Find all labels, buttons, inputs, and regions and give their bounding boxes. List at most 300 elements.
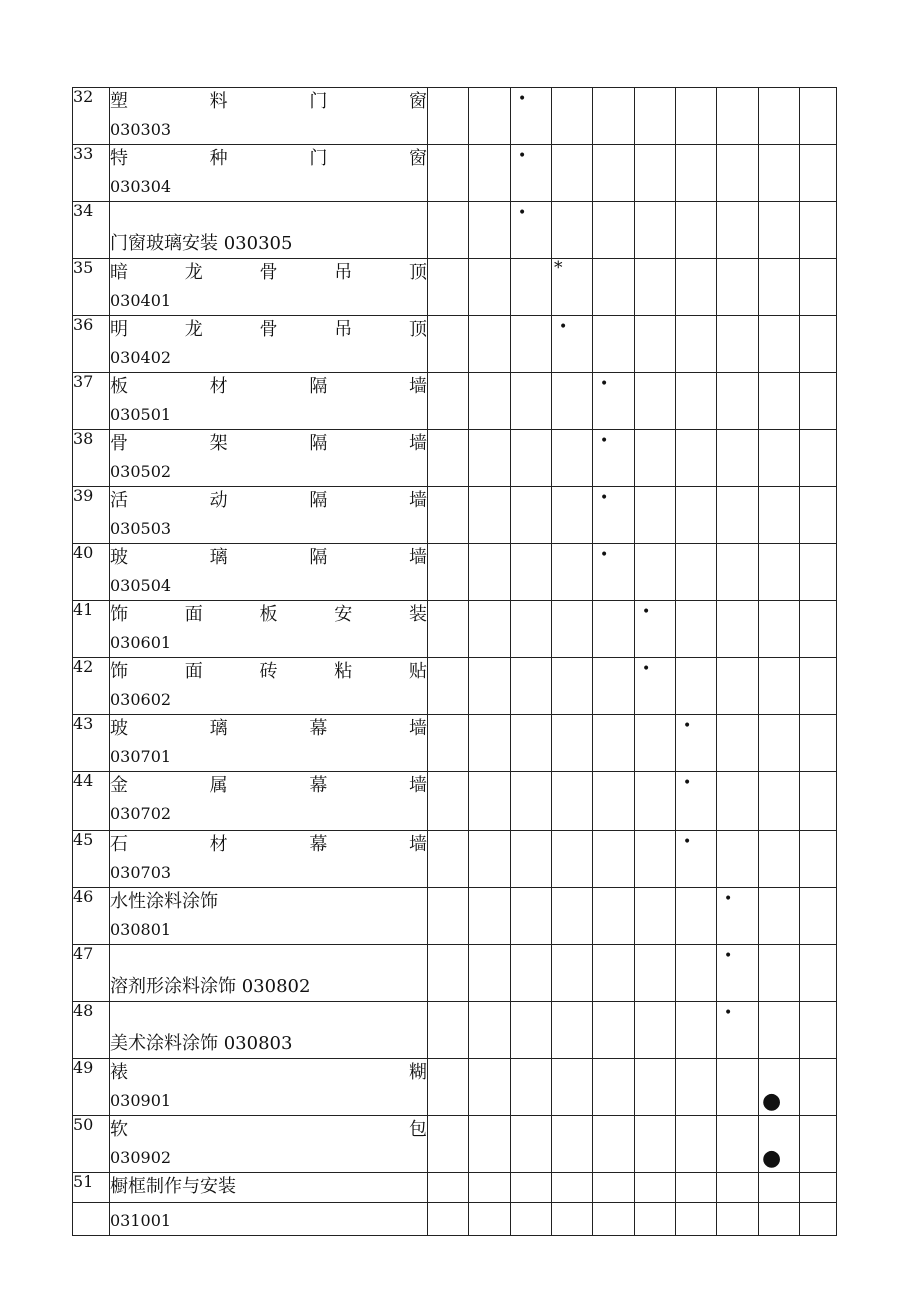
check-cell <box>469 1173 511 1203</box>
check-cell <box>511 772 552 831</box>
item-name-char: 包 <box>409 1119 427 1140</box>
check-cell <box>635 487 676 544</box>
item-name-char: 架 <box>209 433 228 454</box>
check-cell <box>428 945 469 1002</box>
check-cell <box>676 202 717 259</box>
check-cell <box>717 487 759 544</box>
check-cell <box>759 715 800 772</box>
check-cell <box>717 658 759 715</box>
check-cell <box>759 88 800 145</box>
row-number: 42 <box>73 658 110 715</box>
item-name-cell <box>110 487 428 544</box>
check-mark: • <box>559 319 568 335</box>
item-code: 030303 <box>110 120 172 139</box>
check-cell <box>800 88 837 145</box>
check-cell <box>428 888 469 945</box>
check-cell <box>593 1059 635 1116</box>
check-cell <box>593 1116 635 1173</box>
item-name-cell <box>110 888 428 945</box>
check-cell <box>511 601 552 658</box>
check-cell <box>800 945 837 1002</box>
item-name-char: 面 <box>184 661 203 682</box>
check-cell <box>800 601 837 658</box>
item-name-char: 种 <box>209 148 228 169</box>
table-row <box>73 1203 837 1236</box>
check-cell <box>428 544 469 601</box>
check-cell <box>511 1116 552 1173</box>
item-name-char: 装 <box>409 604 427 625</box>
check-mark: • <box>683 775 692 791</box>
check-cell <box>635 316 676 373</box>
check-cell <box>800 1059 837 1116</box>
row-number: 32 <box>73 88 110 145</box>
check-mark: • <box>600 547 609 563</box>
item-name-char: 龙 <box>184 319 203 340</box>
item-name-cell <box>110 1002 428 1059</box>
check-cell <box>759 373 800 430</box>
row-number: 38 <box>73 430 110 487</box>
check-cell <box>800 1203 837 1236</box>
check-cell <box>635 373 676 430</box>
row-number <box>73 1203 110 1236</box>
check-cell <box>759 601 800 658</box>
item-code: 030501 <box>110 405 172 424</box>
check-cell <box>759 1059 800 1116</box>
check-cell <box>469 487 511 544</box>
table-row <box>73 715 837 772</box>
item-name-char: 窗 <box>408 148 427 169</box>
check-cell <box>800 658 837 715</box>
table-row <box>73 1116 837 1173</box>
check-cell <box>635 1173 676 1203</box>
item-name-char: 活 <box>110 490 128 511</box>
item-code: 030801 <box>110 920 172 939</box>
check-cell <box>511 544 552 601</box>
item-name-char: 粘 <box>334 661 353 682</box>
item-name <box>110 544 427 572</box>
check-cell <box>717 316 759 373</box>
check-cell <box>469 1059 511 1116</box>
item-code: 030504 <box>110 576 172 595</box>
check-cell <box>428 145 469 202</box>
inspection-table <box>72 87 837 1236</box>
item-name-cell <box>110 1173 428 1203</box>
item-name-char: 龙 <box>184 262 203 283</box>
check-mark: ● <box>762 1089 782 1114</box>
check-cell <box>635 145 676 202</box>
item-code: 030402 <box>110 348 172 367</box>
item-code: 030401 <box>110 291 172 310</box>
row-number: 36 <box>73 316 110 373</box>
check-cell <box>759 888 800 945</box>
check-cell <box>676 1059 717 1116</box>
item-name-char: 面 <box>184 604 203 625</box>
row-number: 51 <box>73 1173 110 1203</box>
check-cell <box>552 831 593 888</box>
row-number: 35 <box>73 259 110 316</box>
item-name-char: 吊 <box>334 262 353 283</box>
item-name-char: 骨 <box>110 433 128 454</box>
check-cell <box>759 487 800 544</box>
check-cell <box>717 145 759 202</box>
check-cell <box>552 1059 593 1116</box>
item-name-char: 幕 <box>309 834 328 855</box>
item-name-cell <box>110 544 428 601</box>
item-code: 030901 <box>110 1091 172 1110</box>
item-name-char: 门 <box>309 148 328 169</box>
table-row <box>73 316 837 373</box>
check-cell <box>552 88 593 145</box>
table-row <box>73 259 837 316</box>
check-cell <box>469 373 511 430</box>
item-name-char: 橱框制作与安装 <box>110 1176 236 1197</box>
table-row <box>73 202 837 259</box>
item-full-name: 门窗玻璃安装 030305 <box>110 233 293 254</box>
row-number: 48 <box>73 1002 110 1059</box>
item-name-char: 门 <box>309 91 328 112</box>
check-cell <box>552 1203 593 1236</box>
check-cell <box>676 1002 717 1059</box>
item-code: 030602 <box>110 690 172 709</box>
check-cell <box>717 945 759 1002</box>
item-name <box>110 601 427 629</box>
check-cell <box>800 544 837 601</box>
check-cell <box>800 316 837 373</box>
check-cell <box>676 487 717 544</box>
check-cell <box>759 544 800 601</box>
check-cell <box>593 658 635 715</box>
check-cell <box>635 544 676 601</box>
item-code: 030902 <box>110 1148 172 1167</box>
check-cell <box>469 1002 511 1059</box>
row-number: 39 <box>73 487 110 544</box>
item-name-cell <box>110 373 428 430</box>
item-name <box>110 316 427 344</box>
item-name-char: 隔 <box>309 490 328 511</box>
item-name-char: 隔 <box>309 547 328 568</box>
check-cell <box>428 831 469 888</box>
check-cell <box>676 715 717 772</box>
check-cell <box>676 145 717 202</box>
item-full-name: 溶剂形涂料涂饰 030802 <box>110 976 311 997</box>
check-mark: • <box>683 718 692 734</box>
row-number: 50 <box>73 1116 110 1173</box>
check-cell <box>759 1173 800 1203</box>
item-name-char: 隔 <box>309 376 328 397</box>
table-row <box>73 1059 837 1116</box>
check-cell <box>469 945 511 1002</box>
row-number: 44 <box>73 772 110 831</box>
item-name-char: 板 <box>110 376 128 397</box>
check-cell <box>593 888 635 945</box>
check-cell <box>552 316 593 373</box>
item-name <box>110 772 427 800</box>
check-cell <box>717 888 759 945</box>
check-cell <box>635 1116 676 1173</box>
check-cell <box>552 772 593 831</box>
row-number: 41 <box>73 601 110 658</box>
check-cell <box>759 1203 800 1236</box>
check-cell <box>552 715 593 772</box>
item-name-char: 糊 <box>409 1062 427 1083</box>
check-cell <box>428 487 469 544</box>
check-cell <box>676 831 717 888</box>
check-cell <box>428 430 469 487</box>
item-name <box>110 1173 427 1201</box>
check-cell <box>428 1173 469 1203</box>
item-name-cell <box>110 658 428 715</box>
check-mark: • <box>724 948 733 964</box>
check-cell <box>717 1059 759 1116</box>
check-cell <box>511 1059 552 1116</box>
check-cell <box>635 1002 676 1059</box>
check-cell <box>800 373 837 430</box>
item-name-cell <box>110 202 428 259</box>
check-cell <box>593 1173 635 1203</box>
check-cell <box>717 373 759 430</box>
row-number: 40 <box>73 544 110 601</box>
item-name-char: 幕 <box>309 775 328 796</box>
check-cell <box>552 487 593 544</box>
check-cell <box>800 1116 837 1173</box>
check-cell <box>717 430 759 487</box>
item-code: 030502 <box>110 462 172 481</box>
check-cell <box>428 1002 469 1059</box>
check-cell <box>593 1203 635 1236</box>
table-body <box>73 88 837 1236</box>
check-cell <box>511 316 552 373</box>
item-name-char: 璃 <box>209 547 228 568</box>
check-cell <box>511 88 552 145</box>
item-name-char: 动 <box>209 490 228 511</box>
item-name-char: 吊 <box>334 319 353 340</box>
check-cell <box>552 888 593 945</box>
item-name-cell <box>110 715 428 772</box>
check-cell <box>428 259 469 316</box>
check-cell <box>552 373 593 430</box>
check-cell <box>511 945 552 1002</box>
check-cell <box>428 1203 469 1236</box>
check-cell <box>469 544 511 601</box>
check-cell <box>552 658 593 715</box>
check-cell <box>593 1002 635 1059</box>
check-cell <box>759 1116 800 1173</box>
item-name <box>110 373 427 401</box>
check-cell <box>676 544 717 601</box>
item-name <box>110 487 427 515</box>
check-cell <box>635 1059 676 1116</box>
check-cell <box>759 430 800 487</box>
item-name-char: 安 <box>334 604 353 625</box>
row-number: 43 <box>73 715 110 772</box>
item-name-char: 裱 <box>110 1062 128 1083</box>
item-name <box>110 831 427 859</box>
table-row <box>73 772 837 831</box>
check-cell <box>759 945 800 1002</box>
item-name-char: 顶 <box>409 319 427 340</box>
table-row <box>73 601 837 658</box>
table-row <box>73 888 837 945</box>
check-cell <box>593 831 635 888</box>
row-number: 37 <box>73 373 110 430</box>
item-name-char: 特 <box>110 148 128 169</box>
check-cell <box>717 202 759 259</box>
check-cell <box>511 831 552 888</box>
check-cell <box>511 202 552 259</box>
row-number: 33 <box>73 145 110 202</box>
check-cell <box>593 373 635 430</box>
item-code: 030601 <box>110 633 172 652</box>
check-cell <box>511 715 552 772</box>
item-name-char: 墙 <box>408 433 427 454</box>
item-name-char: 金 <box>110 775 128 796</box>
item-name-cell <box>110 772 428 831</box>
check-cell <box>428 658 469 715</box>
item-name-cell <box>110 601 428 658</box>
check-cell <box>717 601 759 658</box>
check-cell <box>552 1116 593 1173</box>
check-cell <box>593 202 635 259</box>
check-cell <box>511 259 552 316</box>
item-name-char: 墙 <box>408 834 427 855</box>
check-cell <box>717 88 759 145</box>
item-name-char: 材 <box>209 376 228 397</box>
check-cell <box>635 658 676 715</box>
check-cell <box>676 1173 717 1203</box>
check-cell <box>552 1002 593 1059</box>
check-mark: • <box>518 148 527 164</box>
check-mark: • <box>600 433 609 449</box>
check-cell <box>428 1116 469 1173</box>
item-name-char: 暗 <box>110 262 128 283</box>
row-number: 47 <box>73 945 110 1002</box>
item-name-char: 板 <box>259 604 278 625</box>
item-name-char: 玻 <box>110 547 128 568</box>
check-cell <box>428 715 469 772</box>
check-cell <box>717 1173 759 1203</box>
check-cell <box>469 888 511 945</box>
check-cell <box>511 145 552 202</box>
row-number: 45 <box>73 831 110 888</box>
check-mark: • <box>724 891 733 907</box>
check-cell <box>676 1203 717 1236</box>
check-cell <box>759 202 800 259</box>
check-cell <box>800 259 837 316</box>
item-name-char: 顶 <box>409 262 427 283</box>
check-cell <box>759 259 800 316</box>
check-cell <box>469 658 511 715</box>
table-row <box>73 145 837 202</box>
item-name-cell <box>110 1203 428 1236</box>
check-cell <box>511 888 552 945</box>
check-cell <box>635 715 676 772</box>
item-name <box>110 1116 427 1144</box>
item-name-char: 明 <box>110 319 128 340</box>
table-row <box>73 831 837 888</box>
item-name-char: 墙 <box>408 490 427 511</box>
check-mark: • <box>600 490 609 506</box>
item-name-char: 墙 <box>408 547 427 568</box>
check-cell <box>428 601 469 658</box>
check-cell <box>800 1002 837 1059</box>
check-cell <box>469 1116 511 1173</box>
row-number: 34 <box>73 202 110 259</box>
check-cell <box>635 1203 676 1236</box>
item-name-char: 塑 <box>110 91 128 112</box>
check-cell <box>676 316 717 373</box>
item-name <box>110 888 427 916</box>
table-row <box>73 88 837 145</box>
check-cell <box>469 145 511 202</box>
check-mark: • <box>683 834 692 850</box>
item-name-char: 骨 <box>259 319 278 340</box>
item-name-char: 墙 <box>408 376 427 397</box>
table-row <box>73 487 837 544</box>
check-cell <box>676 1116 717 1173</box>
item-name-char: 饰 <box>110 604 128 625</box>
check-cell <box>759 1002 800 1059</box>
item-name-cell <box>110 88 428 145</box>
check-cell <box>552 259 593 316</box>
check-cell <box>800 888 837 945</box>
item-name-char: 窗 <box>408 91 427 112</box>
item-code: 030304 <box>110 177 172 196</box>
check-cell <box>428 772 469 831</box>
item-name-char: 隔 <box>309 433 328 454</box>
check-mark: • <box>642 604 651 620</box>
check-cell <box>717 831 759 888</box>
item-name-char: 幕 <box>309 718 328 739</box>
check-cell <box>511 487 552 544</box>
check-cell <box>800 772 837 831</box>
table-row <box>73 1002 837 1059</box>
check-cell <box>511 1002 552 1059</box>
item-name <box>110 145 427 173</box>
item-name-cell <box>110 1059 428 1116</box>
check-cell <box>552 1173 593 1203</box>
check-cell <box>759 145 800 202</box>
check-mark: ● <box>762 1146 782 1171</box>
check-cell <box>800 487 837 544</box>
item-name-char: 贴 <box>409 661 427 682</box>
item-name-cell <box>110 316 428 373</box>
check-cell <box>552 945 593 1002</box>
check-mark: • <box>724 1005 733 1021</box>
check-mark: • <box>518 91 527 107</box>
item-name-char: 墙 <box>408 718 427 739</box>
table-row <box>73 945 837 1002</box>
check-cell <box>593 259 635 316</box>
check-cell <box>552 202 593 259</box>
check-cell <box>676 888 717 945</box>
item-name-char: 材 <box>209 834 228 855</box>
item-name-cell <box>110 945 428 1002</box>
check-cell <box>428 1059 469 1116</box>
check-cell <box>717 1002 759 1059</box>
check-cell <box>469 1203 511 1236</box>
item-code: 030503 <box>110 519 172 538</box>
check-cell <box>676 373 717 430</box>
item-name-char: 璃 <box>209 718 228 739</box>
item-code: 030703 <box>110 863 172 882</box>
check-mark: * <box>554 258 563 278</box>
item-name-cell <box>110 430 428 487</box>
item-full-name: 美术涂料涂饰 030803 <box>110 1033 293 1054</box>
check-cell <box>511 1203 552 1236</box>
item-name-char: 料 <box>209 91 228 112</box>
check-cell <box>511 658 552 715</box>
check-cell <box>676 772 717 831</box>
